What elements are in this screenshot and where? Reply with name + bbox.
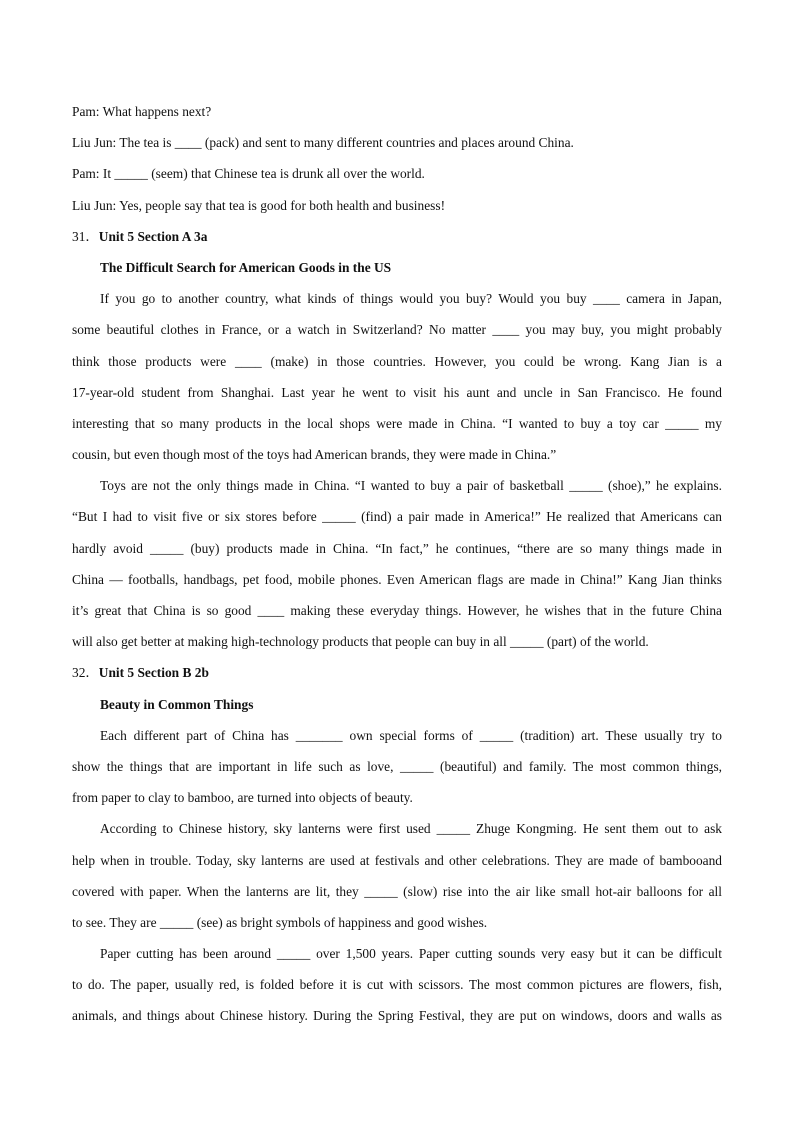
question-number: 32． (72, 665, 99, 681)
passage-line: think those products were ____ (make) in those countries. However, you could be wrong. Kang Jian is a (72, 353, 722, 369)
passage-line: cousin, but even though most of the toys had American brands, they were made in China.” (72, 447, 557, 463)
passage-line: “But I had to visit five or six stores before _____ (find) a pair made in America!” He realized that Americans can (72, 509, 722, 525)
passage-line: will also get better at making high-technology products that people can buy in all _____ (part) of the world. (72, 634, 649, 650)
passage-line: According to Chinese history, sky lanterns were first used _____ Zhuge Kongming. He sent them out to ask (100, 821, 722, 837)
passage-line: it’s great that China is so good ____ making these everyday things. However, he wishes that in the future China (72, 603, 722, 618)
dialogue-line: Pam: It _____ (seem) that Chinese tea is drunk all over the world. (72, 166, 425, 182)
question-32-heading (72, 657, 722, 688)
question-31-heading (72, 221, 722, 252)
dialogue-line: Liu Jun: Yes, people say that tea is good for both health and business! (72, 197, 446, 213)
passage-line: animals, and things about Chinese history. During the Spring Festival, they are put on windows, doors and walls as (72, 1008, 722, 1024)
passage-line: covered with paper. When the lanterns are lit, they _____ (slow) rise into the air like small hot-air balloons for all (72, 883, 722, 899)
passage-title: The Difficult Search for American Goods in the US (100, 259, 392, 275)
passage-line: hardly avoid _____ (buy) products made in China. “In fact,” he continues, “there are so many things made in (72, 540, 722, 556)
passage-title: Beauty in Common Things (100, 696, 254, 712)
passage-line: show the things that are important in life such as love, _____ (beautiful) and family. The most common things, (72, 758, 722, 774)
passage-line: Each different part of China has _______ own special forms of _____ (tradition) art. These usually try to (100, 727, 722, 743)
passage-line: some beautiful clothes in France, or a watch in Switzerland? No matter ____ you may buy, you might probably (72, 322, 722, 338)
question-number: 31． (72, 228, 99, 244)
passage-line: interesting that so many products in the local shops were made in China. “I wanted to buy a toy car _____ my (72, 415, 722, 431)
passage-line: from paper to clay to bamboo, are turned into objects of beauty. (72, 790, 413, 806)
dialogue-line: Pam: What happens next? (72, 104, 212, 119)
passage-line: to see. They are _____ (see) as bright symbols of happiness and good wishes. (72, 914, 488, 930)
section-label: Unit 5 Section A 3a (98, 228, 208, 244)
passage-line: Paper cutting has been around _____ over 1,500 years. Paper cutting sounds very easy but it can be difficult (100, 946, 722, 962)
passage-line: help when in trouble. Today, sky lanterns are used at festivals and other celebrations. They are made of bambooand (72, 852, 722, 868)
dialogue-line: Liu Jun: The tea is ____ (pack) and sent to many different countries and places around China. (72, 135, 574, 151)
passage-line: Toys are not the only things made in China. “I wanted to buy a pair of basketball _____ (shoe),” he explains. (100, 478, 722, 494)
passage-line: China — footballs, handbags, pet food, mobile phones. Even American flags are made in China!” Kang Jian thinks (72, 571, 722, 587)
passage-line: 17-year-old student from Shanghai. Last year he went to visit his aunt and uncle in San Francisco. He found (72, 384, 722, 400)
passage-line: If you go to another country, what kinds of things would you buy? Would you buy ____ camera in Japan, (100, 291, 722, 307)
section-label: Unit 5 Section B 2b (98, 665, 209, 681)
passage-line: to do. The paper, usually red, is folded before it is cut with scissors. The most common pictures are flowers, fish, (72, 977, 722, 993)
document-page (72, 96, 722, 1032)
